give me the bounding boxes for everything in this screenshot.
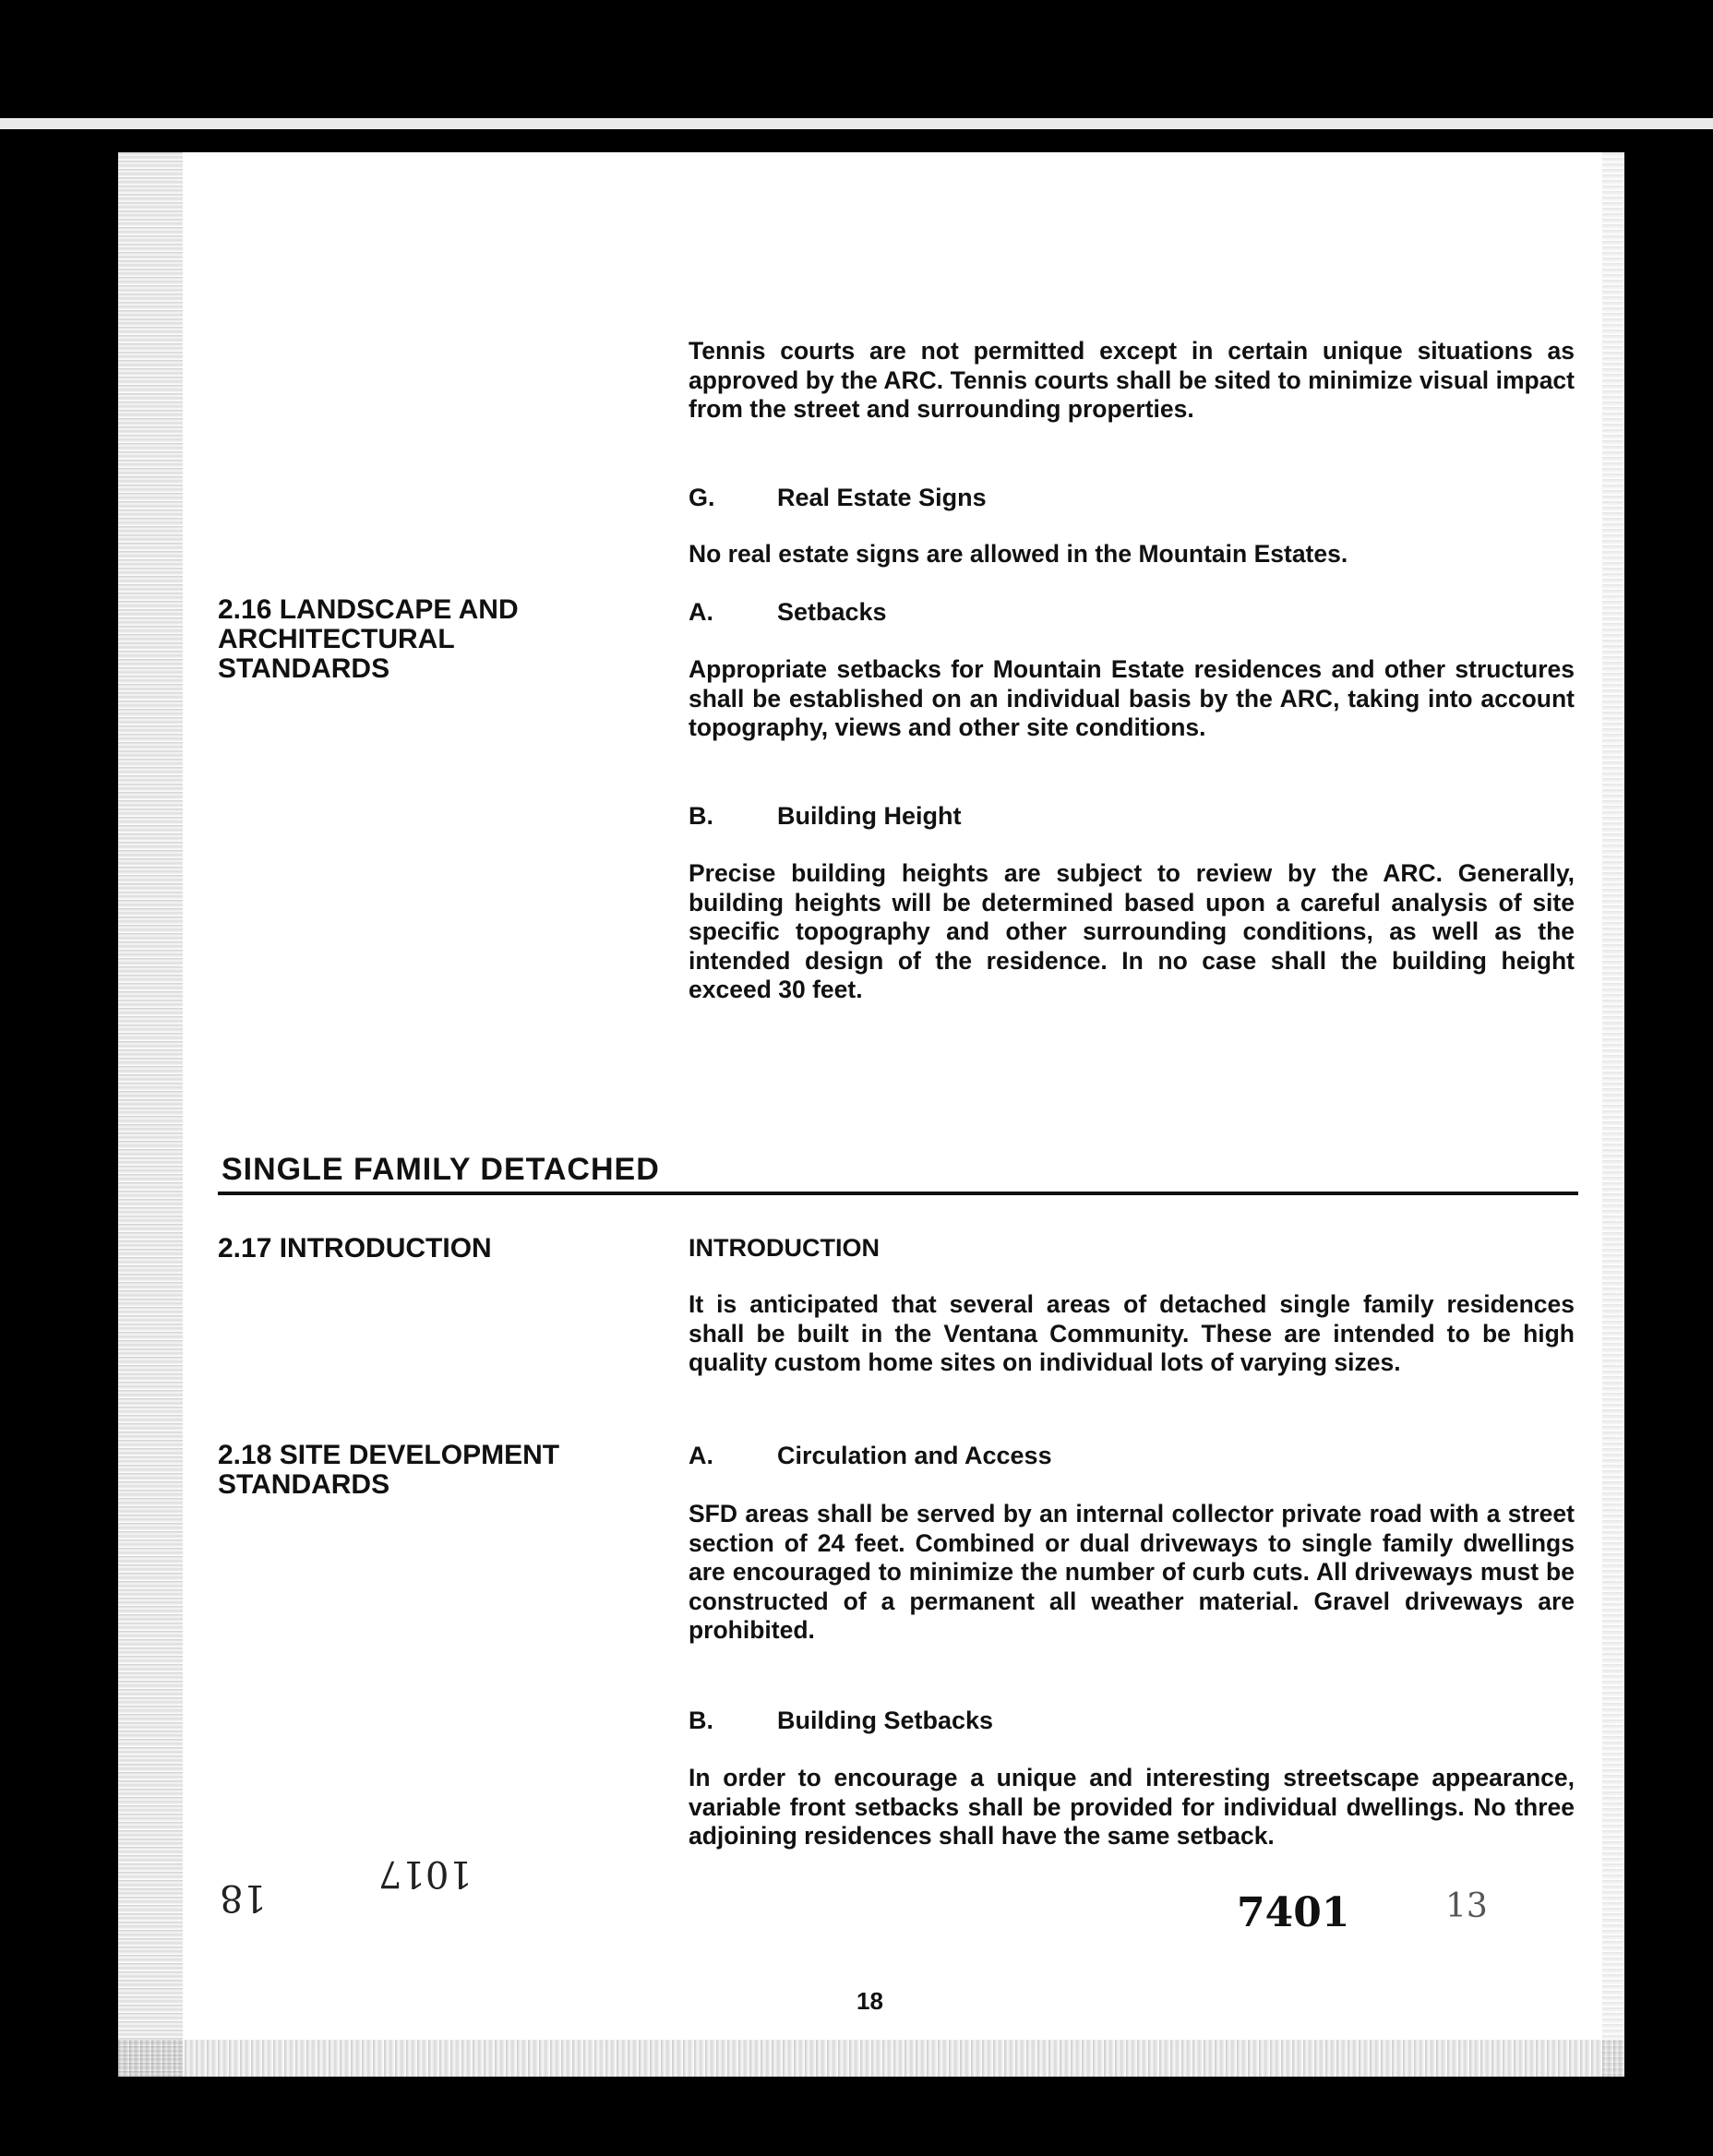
section-218-heading: 2.18 SITE DEVELOPMENT STANDARDS bbox=[218, 1440, 560, 1500]
subsection-218a-letter: A. bbox=[689, 1442, 713, 1469]
section-divider bbox=[218, 1192, 1578, 1195]
subsection-g-letter: G. bbox=[689, 484, 715, 511]
subsection-218b-title: Building Setbacks bbox=[777, 1707, 994, 1734]
section-216-heading: 2.16 LANDSCAPE AND ARCHITECTURAL STANDARDS bbox=[218, 594, 519, 684]
subsection-218a-heading bbox=[689, 1441, 1575, 1470]
setbacks-block bbox=[689, 655, 1575, 743]
handwritten-mark-center: 1017 bbox=[378, 1852, 473, 1895]
subsection-216a-heading bbox=[689, 597, 1575, 627]
section-title: SINGLE FAMILY DETACHED bbox=[222, 1152, 660, 1187]
building-setbacks-paragraph: In order to encourage a unique and interesting streetscape appearance, variable front setbacks shall be provided for individual dwellings. No three adjoining residences shall have the same setback. bbox=[689, 1764, 1575, 1850]
document-stamp-number: 7401 bbox=[1237, 1889, 1350, 1936]
real-estate-signs-paragraph: No real estate signs are allowed in the Mountain Estates. bbox=[689, 540, 1348, 568]
introduction-block bbox=[689, 1290, 1575, 1378]
building-height-block bbox=[689, 859, 1575, 1005]
introduction-paragraph: It is anticipated that several areas of detached single family residences shall be built in the Ventana Community. These are intended to be high quality custom home sites on individual lots of varying sizes. bbox=[689, 1290, 1575, 1376]
subsection-216a-title: Setbacks bbox=[777, 598, 887, 626]
scan-noise-right bbox=[1602, 152, 1624, 2077]
subsection-216b-letter: B. bbox=[689, 802, 713, 830]
tennis-paragraph-block bbox=[689, 337, 1575, 425]
subsection-218a-title: Circulation and Access bbox=[777, 1442, 1052, 1469]
introduction-heading: INTRODUCTION bbox=[689, 1234, 880, 1262]
setbacks-paragraph: Appropriate setbacks for Mountain Estate residences and other structures shall be established on an individual basis by the ARC, taking into account topography, views and other site conditions. bbox=[689, 655, 1575, 741]
scan-noise-bottom bbox=[118, 2040, 1624, 2077]
document-page bbox=[118, 152, 1624, 2077]
faded-mark-right: 13 bbox=[1445, 1887, 1488, 1925]
subsection-216b-title: Building Height bbox=[777, 802, 962, 830]
section-217-heading: 2.17 INTRODUCTION bbox=[218, 1233, 492, 1264]
real-estate-signs-block bbox=[689, 540, 1575, 569]
circulation-block bbox=[689, 1500, 1575, 1646]
scan-noise-left bbox=[118, 152, 183, 2077]
subsection-g-heading bbox=[689, 483, 1575, 512]
introduction-heading-block bbox=[689, 1233, 1575, 1263]
subsection-216a-letter: A. bbox=[689, 598, 713, 626]
page-number: 18 bbox=[856, 1987, 883, 2015]
building-setbacks-block bbox=[689, 1764, 1575, 1851]
subsection-218b-letter: B. bbox=[689, 1707, 713, 1734]
building-height-paragraph: Precise building heights are subject to review by the ARC. Generally, building heights will be determined based upon a careful analysis of site specific topography and other surrounding conditions, as well as the intended design of the residence. In no case shall the building height exceed 30 feet. bbox=[689, 859, 1575, 1003]
subsection-g-title: Real Estate Signs bbox=[777, 484, 987, 511]
scan-top-band bbox=[0, 118, 1713, 129]
circulation-paragraph: SFD areas shall be served by an internal collector private road with a street section of 24 feet. Combined or dual driveways to single family dwellings are encouraged to minimize the number of curb cuts. All driveways must be constructed of a permanent all weather material. Gravel driveways are prohibited. bbox=[689, 1500, 1575, 1644]
tennis-paragraph: Tennis courts are not permitted except in certain unique situations as approved by the ARC. Tennis courts shall be sited to minimize visual impact from the street and surrounding properties. bbox=[689, 337, 1575, 423]
subsection-216b-heading bbox=[689, 801, 1575, 831]
handwritten-mark-left: 18 bbox=[220, 1876, 267, 1919]
subsection-218b-heading bbox=[689, 1706, 1575, 1735]
